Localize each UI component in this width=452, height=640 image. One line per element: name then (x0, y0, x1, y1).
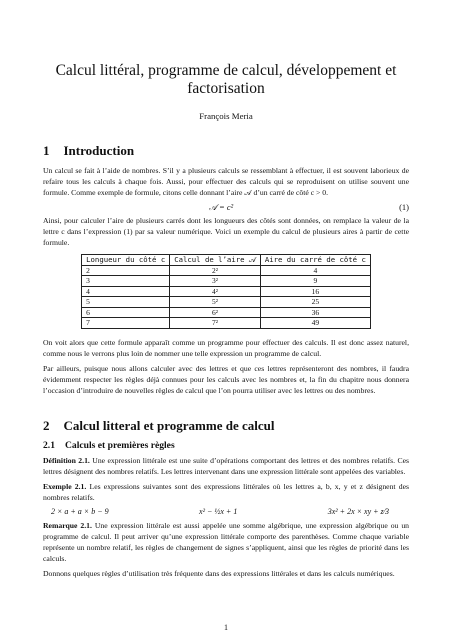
page-number: 1 (224, 623, 228, 632)
table-header-cell: Longueur du côté c (82, 255, 170, 266)
equation-number: (1) (399, 202, 409, 212)
expression: 2 × a + a × b − 9 (51, 506, 109, 516)
table-cell: 3² (170, 276, 261, 287)
definition-text: Une expression littérale est une suite d’opérations comportant des lettres et des nombres relatifs. Ces lettres désignent des nombres relatifs. Les lettres intervenant dans une expression littérale sont appelées des variables. (43, 455, 409, 476)
table-cell: 36 (260, 307, 370, 318)
table-cell: 4 (260, 265, 370, 276)
table-cell: 9 (260, 276, 370, 287)
paragraph: Donnons quelques règles d’utilisation très fréquente dans des expressions littérales et dans les calculs numériques. (43, 568, 395, 578)
section-heading-1 (43, 143, 409, 159)
remark-label: Remarque 2.1. (43, 520, 92, 530)
example-text: Les expressions suivantes sont des expressions littérales où les lettres a, b, x, y et z désignent des nombres relatifs. (43, 481, 409, 502)
table-header-cell: Calcul de l’aire 𝒜 (170, 255, 261, 266)
table-cell: 4 (82, 286, 170, 297)
paragraph: Un calcul se fait à l’aide de nombres. S’il y a plusieurs calculs se ressemblant à effectuer, il est souvent laborieux de refaire tous les calculs à chaque fois. Aussi, pour effectuer des calculs qui se reproduisent on utilise souvent une formule. Comme exemple de formule, citons celle donnant l’aire 𝒜 d’un carré de côté c > 0. (43, 166, 409, 197)
table-row (82, 286, 371, 297)
table-cell: 2 (82, 265, 170, 276)
section-title: Calcul litteral et programme de calcul (63, 417, 275, 433)
expression: x² − ½x + 1 (199, 506, 238, 516)
table-cell: 4² (170, 286, 261, 297)
table-cell: 7² (170, 318, 261, 329)
table-header-row (82, 255, 371, 266)
table-cell: 7 (82, 318, 170, 329)
section-number: 2 (43, 417, 50, 433)
table-cell: 2² (170, 265, 261, 276)
example-label: Exemple 2.1. (43, 481, 87, 491)
subsection-number: 2.1 (43, 439, 55, 451)
paragraph: Ainsi, pour calculer l’aire de plusieurs carrés dont les longueurs des côtés sont données, on remplace la valeur de la lettre c dans l’expression (1) par sa valeur numérique. Voici un exemple du calcul de plusieurs aires à partir de cette formule. (43, 216, 409, 247)
remark-block (43, 520, 409, 564)
equation: 𝒜 = c² (208, 202, 234, 212)
table-row (82, 318, 371, 329)
table-cell: 49 (260, 318, 370, 329)
author-name: François Meria (199, 111, 253, 121)
paragraph: Par ailleurs, puisque nous allons calculer avec des lettres et que ces lettres représenteront des nombres, il faudra évidemment respecter les règles déjà connues pour les calculs avec les nombres et, la fin du chapitre nous donnera l’occasion d’introduire de nouvelles règles de calcul que l’on pourra utiliser avec les lettres ou des nombres. (43, 363, 409, 395)
section-number: 1 (43, 143, 50, 158)
equation-row (43, 202, 409, 213)
paragraph: On voit alors que cette formule apparaît comme un programme pour effectuer des calculs. Il est donc assez naturel, comme nous le verrons plus loin de nommer une telle expression un programme de calcul. (43, 337, 409, 358)
table-cell: 6 (82, 307, 170, 318)
definition-label: Définition 2.1. (43, 455, 90, 465)
table-header-cell: Aire du carré de côté c (260, 255, 370, 266)
table-cell: 25 (260, 297, 370, 308)
definition-block (43, 455, 409, 477)
expression-examples (51, 507, 389, 516)
expression: 3x² + 2x × xy + z⁄3 (327, 506, 389, 516)
table-row (82, 276, 371, 287)
table-row (82, 265, 371, 276)
table-cell: 6² (170, 307, 261, 318)
table-cell: 5² (170, 297, 261, 308)
subsection-heading (43, 440, 409, 451)
table-cell: 16 (260, 286, 370, 297)
section-title: Introduction (63, 143, 135, 158)
table-row (82, 307, 371, 318)
area-table (81, 254, 371, 329)
table-row (82, 297, 371, 308)
remark-text: Une expression littérale est aussi appelée une somme algébrique, une expression algébrique ou un programme de calcul. Il peut arriver qu’une expression littérale comporte des parenthèses. Comme chaque variable représente un nombre relatif, les règles de changement de signes s’appliquent, ainsi que les règles de priorité dans les calculs. (43, 520, 410, 563)
document-title: Calcul littéral, programme de calcul, développement et factorisation (55, 62, 397, 97)
table-cell: 3 (82, 276, 170, 287)
subsection-title: Calculs et premières règles (65, 439, 175, 451)
section-heading-2 (43, 418, 409, 434)
table-cell: 5 (82, 297, 170, 308)
example-block (43, 481, 409, 503)
